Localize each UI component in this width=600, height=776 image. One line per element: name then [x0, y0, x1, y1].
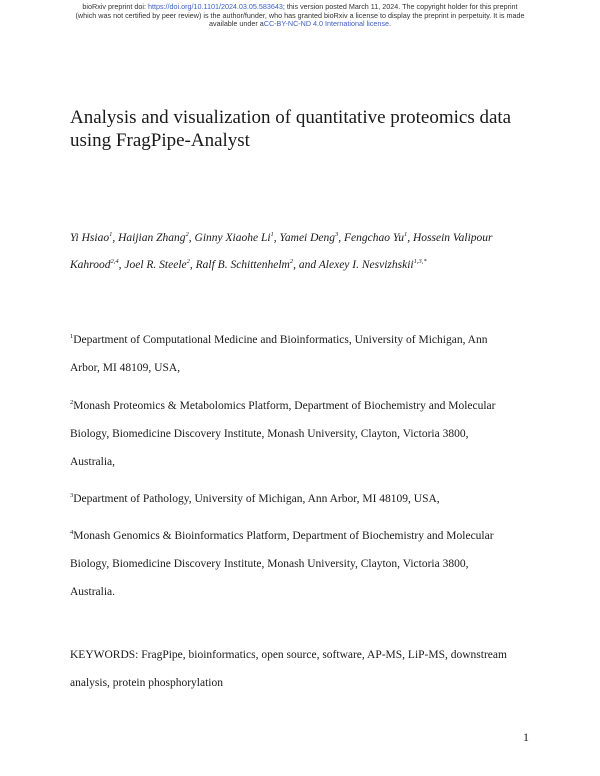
affiliation-line	[70, 354, 540, 382]
affiliation-3	[70, 485, 540, 513]
author-name: Alexey I. Nesvizhskii	[318, 259, 414, 271]
author-name: Kahrood	[70, 259, 111, 271]
author-affiliation-marker: 2	[185, 231, 189, 238]
author-separator: ,	[118, 259, 125, 271]
affiliation-text: Department of Computational Medicine and Bioinformatics, University of Michigan, Ann	[73, 334, 488, 346]
keywords-line-2: analysis, protein phosphorylation	[70, 677, 223, 689]
author-affiliation-marker: 2	[186, 258, 190, 265]
title-line-1: Analysis and visualization of quantitative proteomics data	[70, 107, 512, 128]
author-name: Hossein Valipour	[412, 232, 493, 244]
author-separator: ,	[188, 232, 195, 244]
preprint-banner	[40, 3, 560, 29]
affiliation-line	[70, 578, 540, 606]
keywords	[70, 641, 540, 697]
affiliation-line	[70, 326, 540, 354]
author-affiliation-marker: 1	[109, 231, 113, 238]
author-separator: ,	[338, 232, 345, 244]
author-affiliation-marker: 1,3,*	[413, 258, 427, 265]
author-affiliation-marker: 2,4	[110, 258, 119, 265]
author-line-2	[70, 252, 540, 279]
author-separator: ,	[189, 259, 196, 271]
banner-line-2: (which was not certified by peer review) is the author/funder, who has granted bioRxiv a license to display the preprint in perpetuity. It is made	[75, 10, 525, 20]
author-name: Haijian Zhang	[118, 232, 186, 244]
affiliation-line	[70, 550, 540, 578]
affiliation-text: Monash Genomics & Bioinformatics Platform, Department of Biochemistry and Molecular	[73, 530, 494, 542]
affiliation-text: Australia.	[70, 586, 116, 598]
affiliation-line	[70, 392, 540, 420]
author-name: Yamei Deng	[279, 232, 336, 244]
affiliation-text: Monash Proteomics & Metabolomics Platform, Department of Biochemistry and Molecular	[73, 400, 496, 412]
keywords-line-1: KEYWORDS: FragPipe, bioinformatics, open source, software, AP-MS, LiP-MS, downstream	[70, 649, 507, 661]
banner-doi-prefix: bioRxiv preprint doi:	[82, 2, 148, 11]
author-name: Ginny Xiaohe Li	[194, 232, 271, 244]
affiliation-line	[70, 448, 540, 476]
affiliation-text: Department of Pathology, University of Michigan, Ann Arbor, MI 48109, USA,	[73, 493, 440, 505]
affiliation-2	[70, 392, 540, 476]
affiliation-text: Biology, Biomedicine Discovery Institute, Monash University, Clayton, Victoria 3800,	[70, 428, 469, 440]
author-affiliation-marker: 2	[289, 258, 294, 265]
doi-link[interactable]: https://doi.org/10.1101/2024.03.05.583643	[147, 2, 283, 11]
affiliation-line	[70, 522, 540, 550]
affiliation-text: Arbor, MI 48109, USA,	[70, 362, 181, 374]
author-name: Fengchao Yu	[344, 232, 404, 244]
affiliation-number: 3	[70, 492, 74, 499]
author-affiliation-marker: 3	[335, 231, 339, 238]
author-line-1	[70, 225, 540, 252]
author-affiliation-marker: 1	[270, 231, 274, 238]
page-number: 1	[523, 730, 529, 744]
banner-license-suffix: .	[388, 19, 391, 29]
affiliation-line	[70, 485, 540, 513]
author-name: Joel R. Steele	[124, 259, 187, 271]
author-affiliation-marker: 1	[403, 231, 408, 238]
author-list	[70, 225, 540, 279]
author-separator: ,	[112, 232, 119, 244]
affiliation-4	[70, 522, 540, 606]
affiliation-line	[70, 420, 540, 448]
author-separator: ,	[407, 232, 413, 244]
affiliation-number: 4	[70, 529, 74, 536]
affiliation-1	[70, 326, 540, 382]
banner-line1-suffix: ; this version posted March 11, 2024. The copyright holder for this preprint	[282, 2, 518, 11]
author-separator: , and	[293, 259, 319, 271]
affiliation-number: 1	[70, 333, 74, 340]
banner-line-3	[40, 20, 560, 29]
affiliation-text: Australia,	[70, 456, 116, 468]
affiliation-number: 2	[70, 399, 74, 406]
author-name: Yi Hsiao	[70, 232, 110, 244]
title-line-2: using FragPipe-Analyst	[70, 130, 250, 151]
author-name: Ralf B. Schittenhelm	[195, 259, 290, 271]
affiliation-text: Biology, Biomedicine Discovery Institute, Monash University, Clayton, Victoria 3800,	[70, 558, 469, 570]
banner-license-prefix: available under a	[209, 19, 264, 29]
author-separator: ,	[273, 232, 280, 244]
license-link[interactable]: CC-BY-NC-ND 4.0 International license	[263, 19, 389, 29]
paper-title	[70, 106, 550, 152]
